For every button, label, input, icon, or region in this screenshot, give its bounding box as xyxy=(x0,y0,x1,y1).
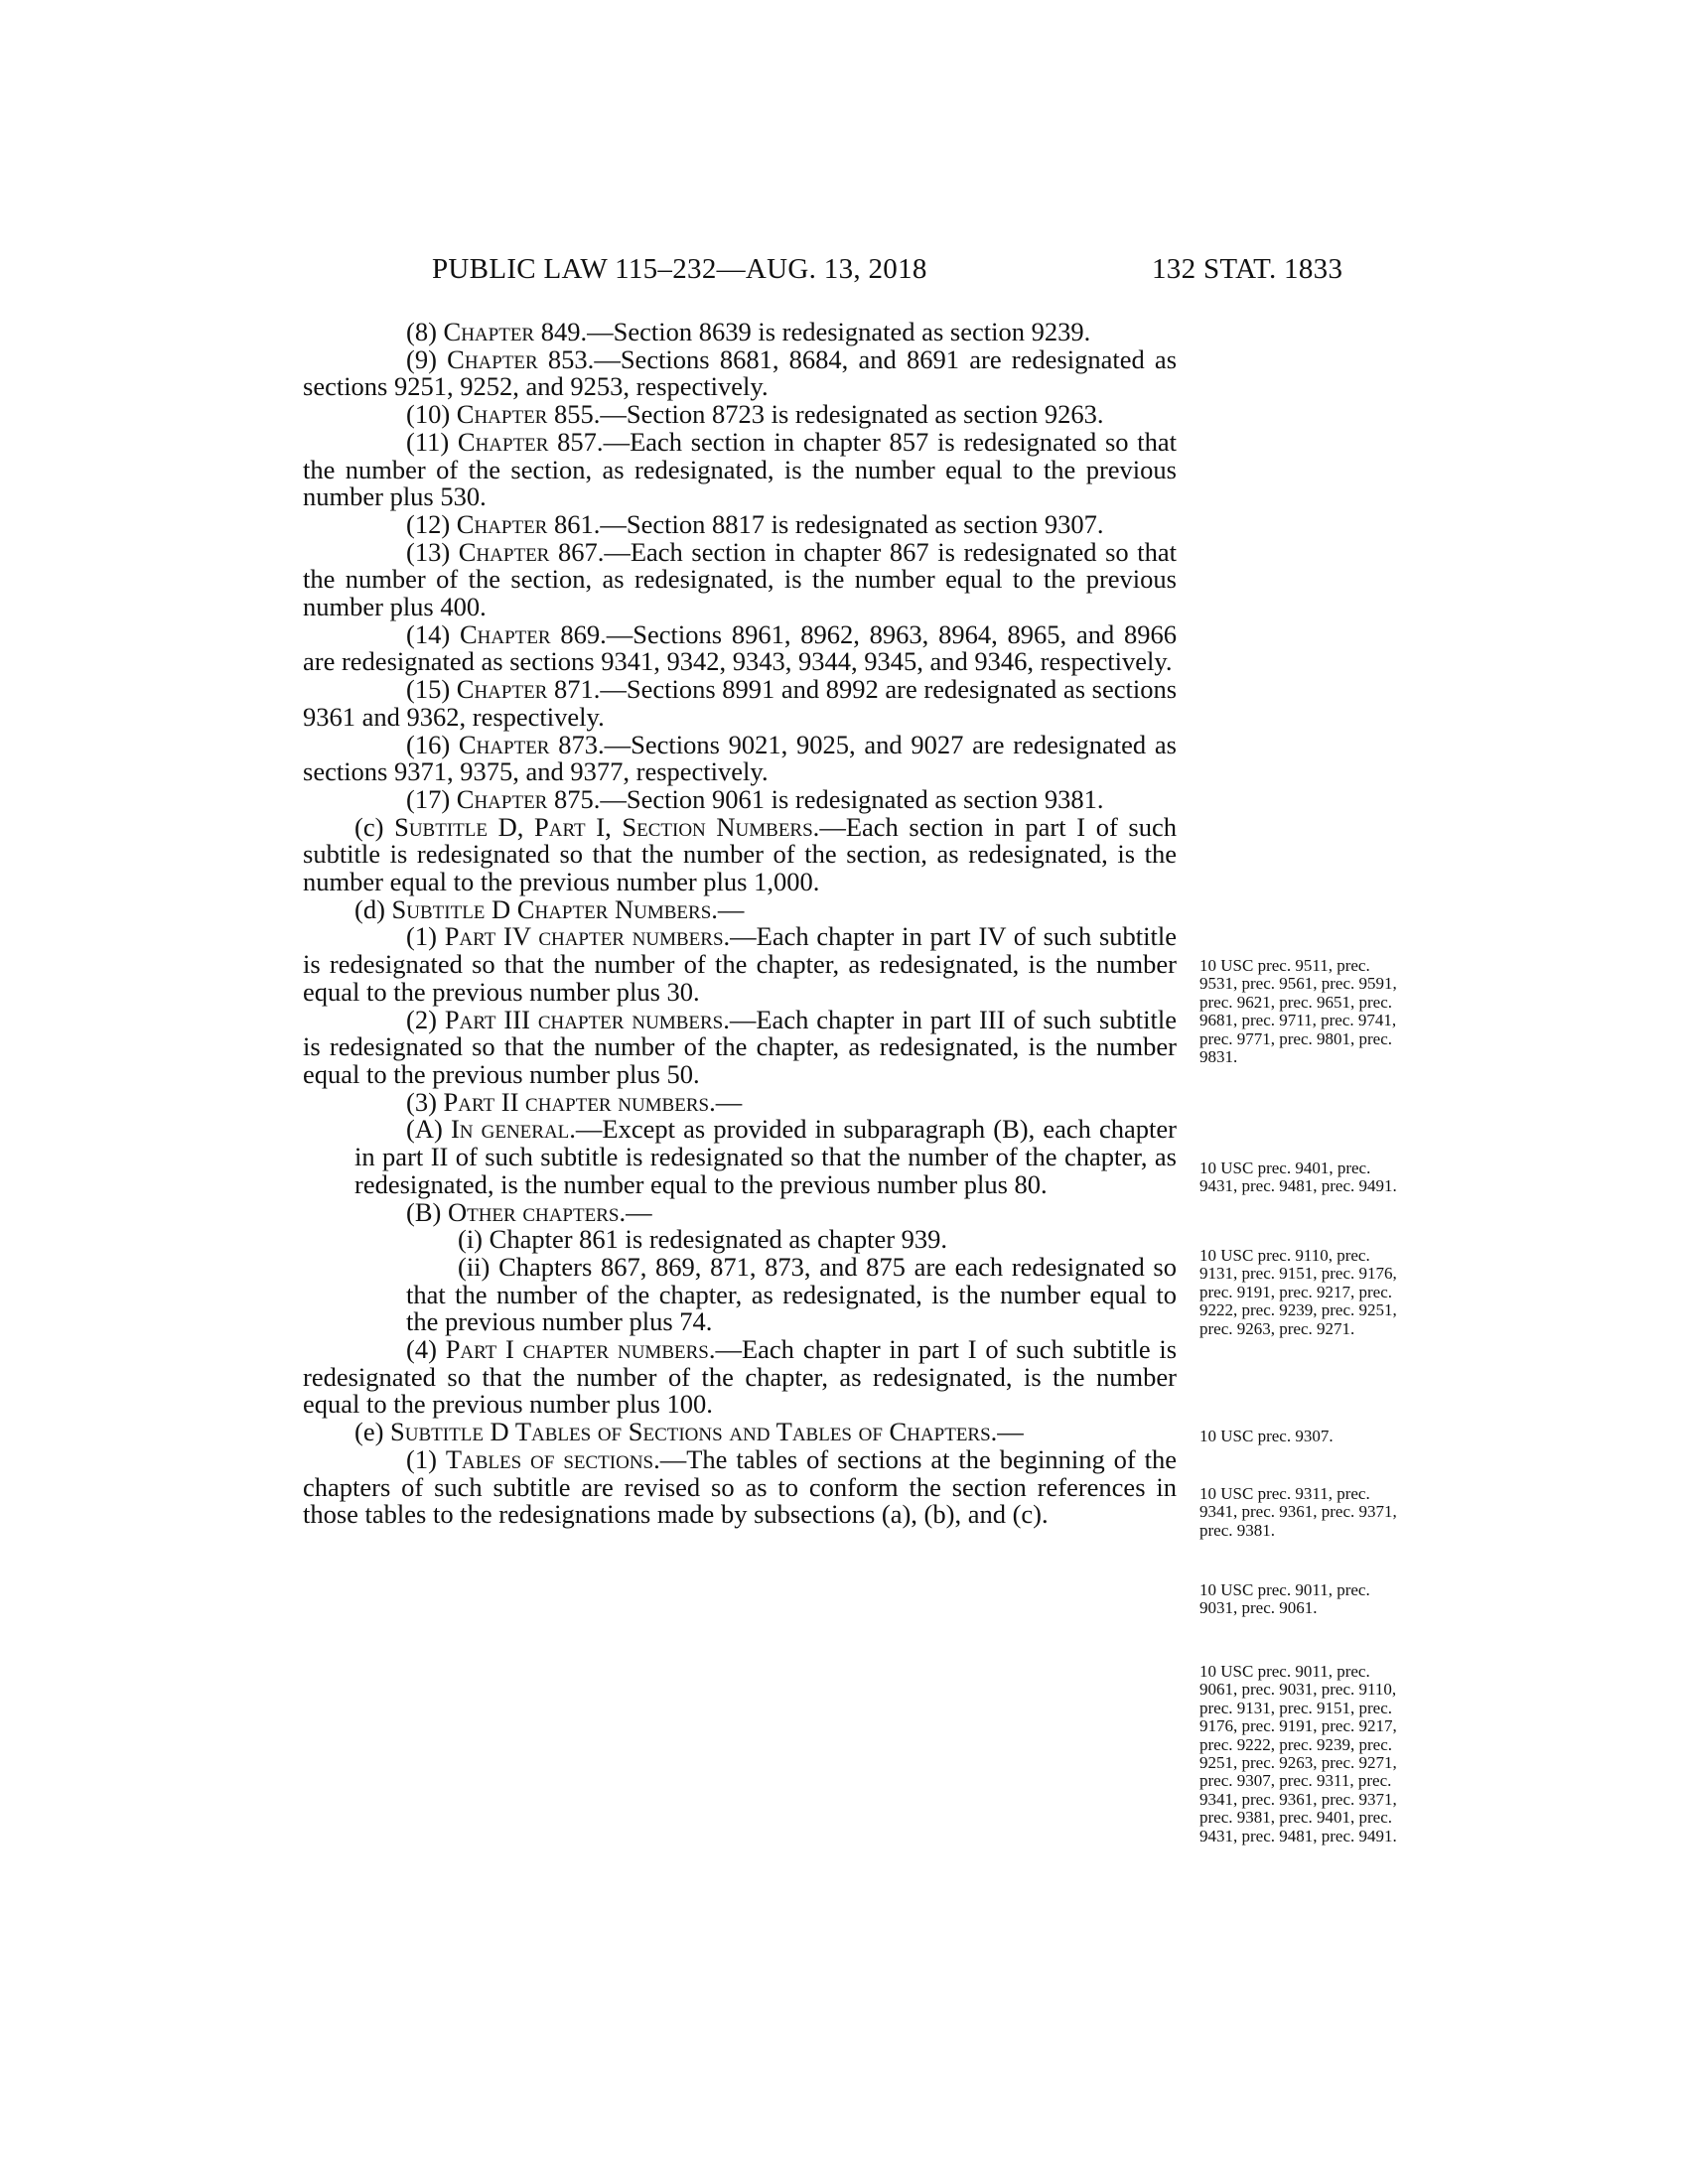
subsection-d: (d) Subtitle D Chapter Numbers.— xyxy=(354,893,745,924)
paragraph-16: (16) Chapter 873.—Sections 9021, 9025, and 9027 are redesignated as sections 9371, 9375, and 9377, respectively. xyxy=(303,729,1177,787)
subsection-e: (e) Subtitle D Tables of Sections and Tables of Chapters.— xyxy=(354,1417,1024,1447)
paragraph-15: (15) Chapter 871.—Sections 8991 and 8992 are redesignated as sections 9361 and 9362, respectively. xyxy=(303,674,1178,732)
paragraph-10: (10) Chapter 855.—Section 8723 is redesignated as section 9263. xyxy=(406,399,1104,430)
paragraph-14: (14) Chapter 869.—Sections 8961, 8962, 8963, 8964, 8965, and 8966 are redesignated as sections 9341, 9342, 9343, 9344, 9345, and 9346, respectively. xyxy=(303,618,1178,677)
body-text xyxy=(303,319,1177,1529)
paragraph-d2: (2) Part III chapter numbers.—Each chapter in part III of such subtitle is redesignated so that the number of the chapter, as redesignated, is the number equal to the previous number plus 50. xyxy=(303,1004,1177,1089)
paragraph-12: (12) Chapter 861.—Section 8817 is redesignated as section 9307. xyxy=(406,508,1104,539)
paragraph-d4: (4) Part I chapter numbers.—Each chapter in part I of such subtitle is redesignated so that the number of the chapter, as redesignated, is the number equal to the previous number plus 100. xyxy=(303,1334,1178,1420)
margin-note: 10 USC prec. 9311, prec. 9341, prec. 9361, prec. 9371, prec. 9381. xyxy=(1199,1484,1397,1540)
subsection-c: (c) Subtitle D, Part I, Section Numbers.—Each section in part I of such subtitle is redesignated so that the number of the section, as redesignated, is the number equal to the previous number plus 1,000. xyxy=(303,811,1178,897)
paragraph-8: (8) Chapter 849.—Section 8639 is redesignated as section 9239. xyxy=(406,317,1091,346)
margin-note: 10 USC prec. 9011, prec. 9031, prec. 9061. xyxy=(1199,1580,1370,1618)
paragraph-17: (17) Chapter 875.—Section 9061 is redesignated as section 9381. xyxy=(406,783,1104,814)
paragraph-d3: (3) Part II chapter numbers.— xyxy=(406,1086,743,1117)
paragraph-11: (11) Chapter 857.—Each section in chapter 857 is redesignated so that the number of the section, as redesignated, is the number equal to the previous number plus 530. xyxy=(303,426,1178,512)
clause-i: (i) Chapter 861 is redesignated as chapter 939. xyxy=(458,1224,948,1255)
subparagraph-b: (B) Other chapters.— xyxy=(406,1196,652,1227)
paragraph-9: (9) Chapter 853.—Sections 8681, 8684, and 8691 are redesignated as sections 9251, 9252, and 9253, respectively. xyxy=(303,343,1178,402)
paragraph-13: (13) Chapter 867.—Each section in chapter 867 is redesignated so that the number of the section, as redesignated, is the number equal to the previous number plus 400. xyxy=(303,536,1178,622)
running-header-title: PUBLIC LAW 115–232—AUG. 13, 2018 xyxy=(432,253,927,285)
margin-note: 10 USC prec. 9307. xyxy=(1199,1427,1334,1445)
margin-note: 10 USC prec. 9011, prec. 9061, prec. 9031, prec. 9110, prec. 9131, prec. 9151, prec. 9176, prec. 9191, prec. 9217, prec. 9222, prec. 9239, prec. 9251, prec. 9263, prec. 9271, prec. 9307, prec. 9311, prec. 9341, prec. 9361, prec. 9371, prec. 9381, prec. 9401, prec. 9431, prec. 9481, prec. 9491. xyxy=(1199,1662,1397,1845)
margin-note: 10 USC prec. 9401, prec. 9431, prec. 9481, prec. 9491. xyxy=(1199,1159,1397,1196)
subparagraph-a: (A) In general.—Except as provided in subparagraph (B), each chapter in part II of such subtitle is redesignated so that the number of the chapter, as redesignated, is the number equal to the previous number plus 80. xyxy=(354,1114,1178,1199)
margin-note: 10 USC prec. 9110, prec. 9131, prec. 9151, prec. 9176, prec. 9191, prec. 9217, prec. 9222, prec. 9239, prec. 9251, prec. 9263, prec. 9271. xyxy=(1199,1246,1397,1338)
running-header-page: 132 STAT. 1833 xyxy=(1152,253,1343,285)
paragraph-e1: (1) Tables of sections.—The tables of sections at the beginning of the chapters of such subtitle are revised so as to conform the section references in those tables to the redesignations made by subsections (a), (b), and (c). xyxy=(303,1443,1177,1530)
paragraph-d1: (1) Part IV chapter numbers.—Each chapter in part IV of such subtitle is redesignated so that the number of the chapter, as redesignated, is the number equal to the previous number plus 30. xyxy=(303,921,1177,1007)
margin-note: 10 USC prec. 9511, prec. 9531, prec. 9561, prec. 9591, prec. 9621, prec. 9651, prec. 9681, prec. 9711, prec. 9741, prec. 9771, prec. 9801, prec. 9831. xyxy=(1199,956,1397,1067)
clause-ii: (ii) Chapters 867, 869, 871, 873, and 875 are each redesignated so that the number of the chapter, as redesignated, is the number equal to the previous number plus 74. xyxy=(406,1251,1177,1337)
